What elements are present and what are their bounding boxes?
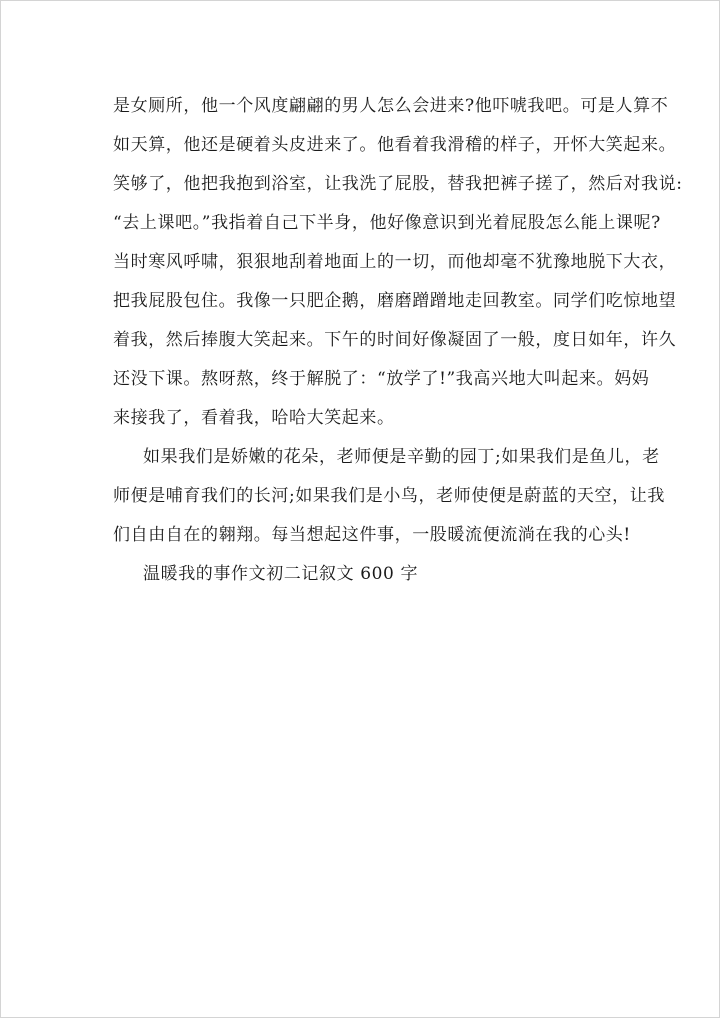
paragraph-line: 把我屁股包住。我像一只肥企鹅，磨磨蹭蹭地走回教室。同学们吃惊地望 <box>113 291 677 311</box>
paragraph-line: 如天算，他还是硬着头皮进来了。他看着我滑稽的样子，开怀大笑起来。 <box>113 135 677 155</box>
paragraph-line: 着我，然后捧腹大笑起来。下午的时间好像凝固了一般，度日如年，许久 <box>113 330 677 350</box>
paragraph-line: “去上课吧。”我指着自己下半身，他好像意识到光着屁股怎么能上课呢? <box>113 213 661 233</box>
paragraph-line: 是女厕所，他一个风度翩翩的男人怎么会进来?他吓唬我吧。可是人算不 <box>113 96 669 116</box>
paragraph-line: 来接我了，看着我，哈哈大笑起来。 <box>113 408 395 428</box>
paragraph-line: 笑够了，他把我抱到浴室，让我洗了屁股，替我把裤子搓了，然后对我说: <box>113 174 683 194</box>
paragraph-line: 当时寒风呼啸，狠狠地刮着地面上的一切，而他却毫不犹豫地脱下大衣， <box>113 252 677 272</box>
paragraph-line: 还没下课。熬呀熬，终于解脱了：“放学了!”我高兴地大叫起来。妈妈 <box>113 369 650 389</box>
paragraph-line: 们自由自在的翱翔。每当想起这件事，一股暖流便流淌在我的心头! <box>113 525 631 545</box>
paragraph-line: 师便是哺育我们的长河;如果我们是小鸟，老师使便是蔚蓝的天空，让我 <box>113 486 665 506</box>
paragraph-line: 如果我们是娇嫩的花朵，老师便是辛勤的园丁;如果我们是鱼儿，老 <box>143 447 660 467</box>
footer-title: 温暖我的事作文初二记叙文 600 字 <box>143 564 419 584</box>
